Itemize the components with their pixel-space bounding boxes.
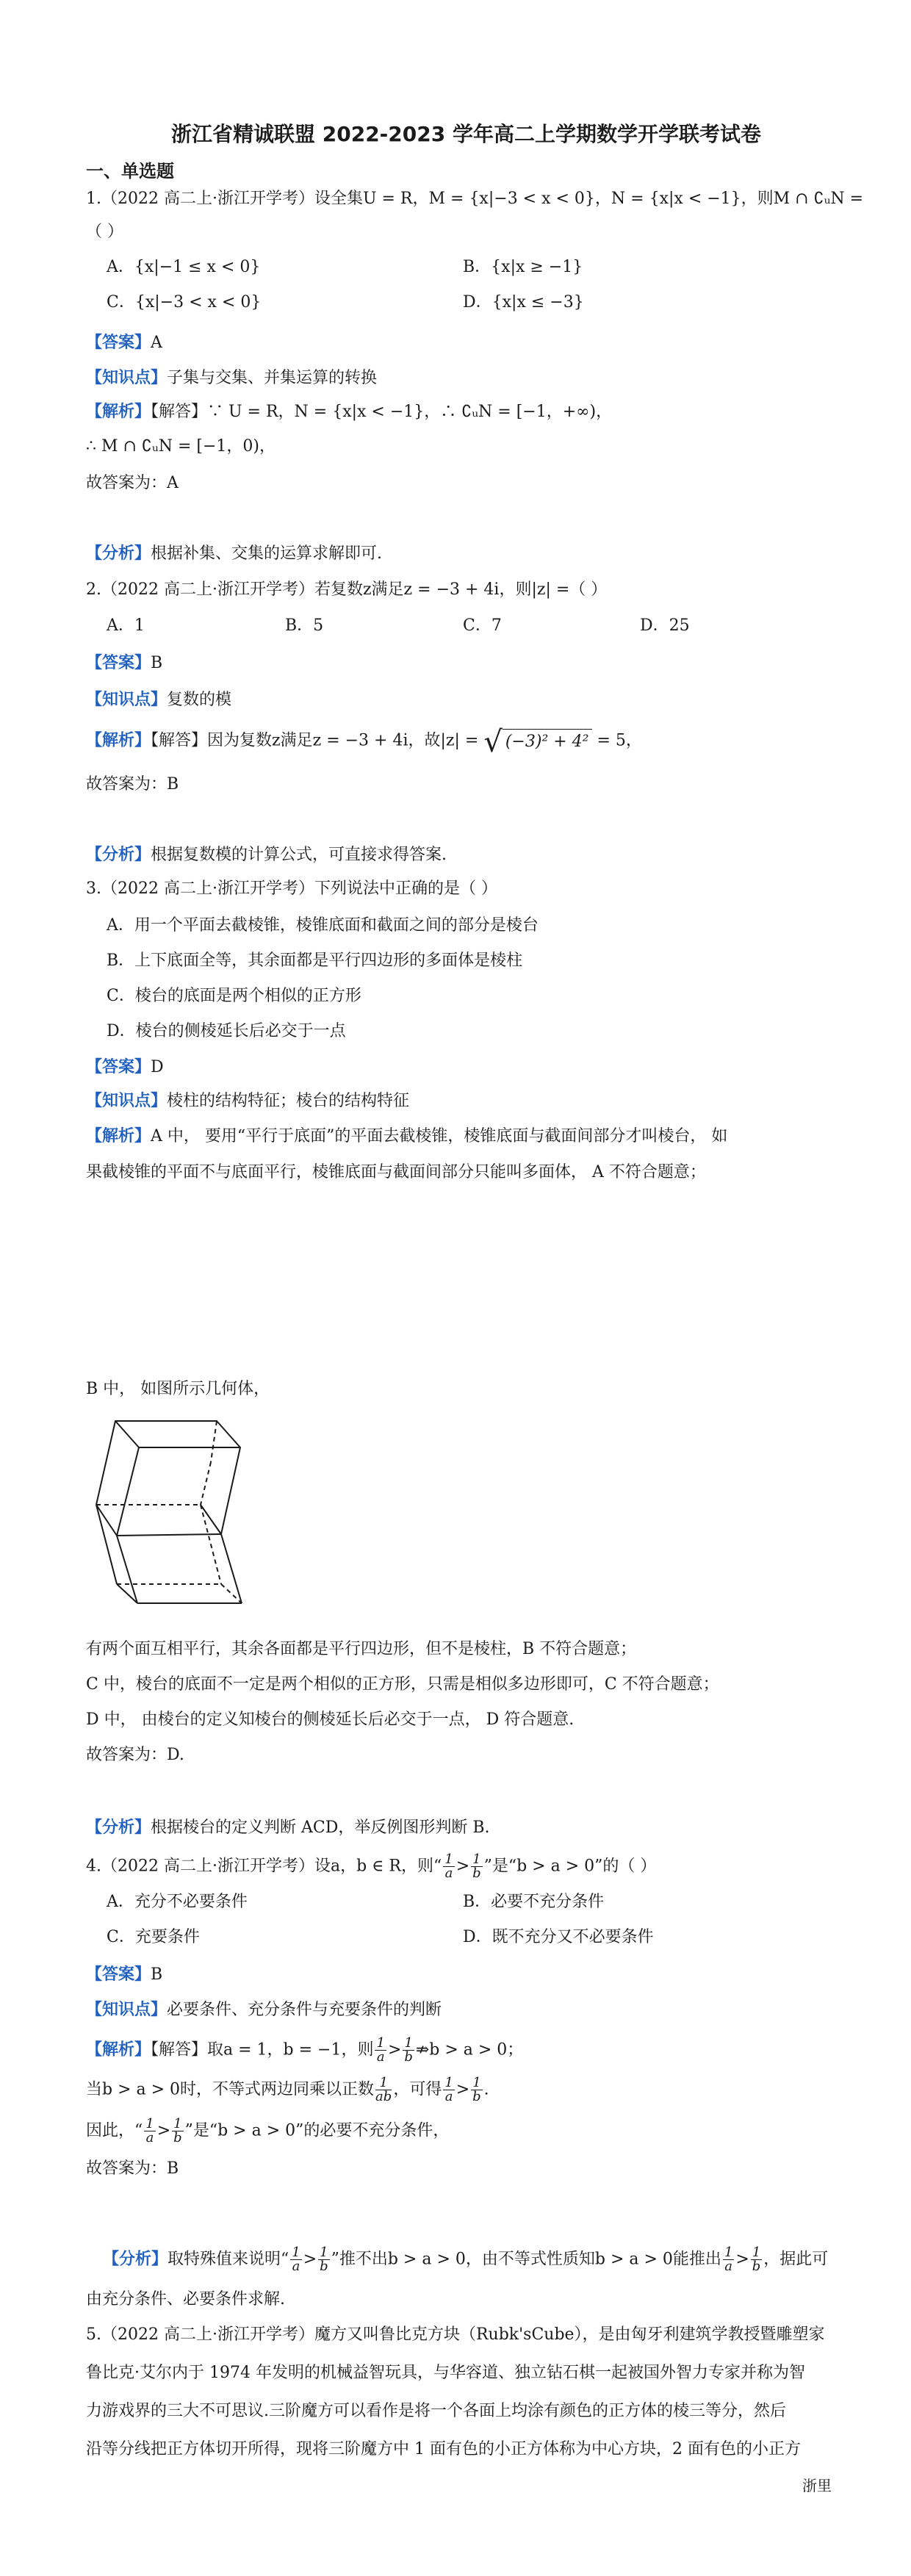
figure-edge	[221, 1447, 240, 1534]
solution-text: 因此，“	[86, 2121, 143, 2140]
fraction-1-over-b: $\frac{1}{b}$	[173, 2116, 182, 2145]
gt-sign: >	[387, 2040, 402, 2059]
gt-sign: >	[455, 2080, 470, 2099]
solution-line-2	[86, 2076, 489, 2104]
fraction-1-over-a: $\frac{1}{a}$	[145, 2116, 154, 2145]
answer-line	[86, 1963, 162, 1986]
figure-edge	[117, 1534, 221, 1536]
option-c: C．棱台的底面是两个相似的正方形	[107, 987, 361, 1005]
knowledge-text: 必要条件、充分条件与充要条件的判断	[167, 2001, 442, 2019]
option-c: C．7	[463, 616, 502, 635]
analysis-tag: 【解析】	[86, 730, 151, 750]
summary-line	[103, 2246, 828, 2273]
answer-tag: 【答案】	[86, 333, 151, 352]
knowledge-text: 棱柱的结构特征；棱台的结构特征	[167, 1092, 410, 1110]
summary-line	[86, 1816, 490, 1839]
summary-line	[86, 843, 447, 866]
fraction-1-over-a: $\frac{1}{a}$	[376, 2035, 385, 2065]
option-d: D．既不充分又不必要条件	[463, 1928, 654, 1946]
option-a: A．1	[107, 616, 145, 635]
fraction-1-over-b: $\frac{1}{b}$	[404, 2035, 413, 2065]
answer-value: A	[151, 334, 162, 352]
question-stem: 5.（2022 高二上·浙江开学考）魔方又叫鲁比克方块（Rubk'sCube），是由匈牙利建筑学教授暨雕塑家	[86, 2325, 825, 2344]
question-stem: 1.（2022 高二上·浙江开学考）设全集U = R，M = {x|−3 < x < 0}，N = {x|x < −1}，则M ∩ ∁ᵤN =	[86, 190, 864, 208]
answer-line	[86, 652, 162, 674]
solution-line	[86, 400, 612, 423]
fraction-1-over-a: $\frac{1}{a}$	[444, 2075, 453, 2104]
solution-line	[86, 2037, 523, 2064]
final-answer: 故答案为：A	[86, 474, 179, 492]
geometry-figure	[84, 1411, 261, 1609]
figure-edge	[96, 1505, 117, 1584]
solution-text: A 中， 要用“平行于底面”的平面去截棱锥，棱锥底面与截面间部分才叫棱台， 如	[151, 1127, 728, 1145]
figure-hidden-edge	[211, 1421, 217, 1462]
final-answer: 故答案为：B	[86, 2159, 179, 2178]
answer-tag: 【答案】	[86, 653, 151, 672]
summary-text: 取特殊值来说明“	[168, 2250, 289, 2269]
analysis-tag: 【解析】	[86, 402, 151, 421]
sqrt-radicand: (−3)² + 4²	[503, 729, 592, 753]
answer-tag: 【答案】	[86, 1057, 151, 1076]
page-title: 浙江省精诚联盟 2022-2023 学年高二上学期数学开学联考试卷	[171, 122, 761, 146]
option-d: D．25	[640, 616, 690, 635]
summary-tag: 【分析】	[86, 544, 151, 563]
summary-tag: 【分析】	[86, 1818, 151, 1837]
question-stem: 2.（2022 高二上·浙江开学考）若复数z满足z = −3 + 4i，则|z| =（ ）	[86, 580, 608, 599]
fraction-1-over-b: $\frac{1}{b}$	[752, 2245, 761, 2274]
figure-edge	[221, 1534, 242, 1603]
fraction-1-over-b: $\frac{1}{b}$	[472, 1852, 481, 1881]
summary-line-2: 由充分条件、必要条件求解.	[86, 2290, 285, 2309]
answer-tag: 【答案】	[86, 1965, 151, 1984]
option-b: B．必要不充分条件	[463, 1893, 605, 1911]
figure-edge	[96, 1421, 115, 1505]
question-stem	[86, 1853, 656, 1880]
solution-text-mid: ，可得	[393, 2080, 442, 2099]
answer-value: D	[151, 1058, 164, 1076]
solution-text-end: ”是“b > a > 0”的必要不充分条件，	[184, 2121, 450, 2140]
fraction-1-over-a: $\frac{1}{a}$	[444, 1852, 453, 1881]
fraction-1-over-ab: $\frac{1}{ab}$	[375, 2075, 392, 2104]
option-b: B．上下底面全等，其余面都是平行四边形的多面体是棱柱	[107, 951, 523, 970]
solution-line-3	[86, 2118, 449, 2145]
solution-line-b: B 中， 如图所示几何体，	[86, 1380, 270, 1398]
knowledge-text: 子集与交集、并集运算的转换	[167, 369, 378, 387]
solution-line-c: C 中，棱台的底面不一定是两个相似的正方形，只需是相似多边形即可，C 不符合题意；	[86, 1675, 719, 1694]
solution-line	[86, 1125, 727, 1148]
fraction-1-over-b: $\frac{1}{b}$	[472, 2075, 481, 2104]
gt-sign: >	[156, 2121, 171, 2140]
analysis-tag: 【解析】	[86, 1126, 151, 1145]
summary-text: 根据棱台的定义判断 ACD，举反例图形判断 B.	[151, 1818, 490, 1837]
section-heading: 一、单选题	[86, 161, 174, 181]
answer-line	[86, 1056, 164, 1079]
solution-text: 【解答】取a = 1，b = −1，则	[151, 2040, 374, 2059]
answer-value: B	[151, 1965, 163, 1984]
answer-value: B	[151, 654, 163, 672]
knowledge-line	[86, 1998, 442, 2021]
summary-text-end: ，据此可	[763, 2250, 829, 2269]
solution-text: 【解答】∵ U = R，N = {x|x < −1}，∴ ∁ᵤN = [−1，+∞)，	[151, 403, 613, 421]
solution-text: 【解答】因为复数z满足z = −3 + 4i，故|z| =	[151, 731, 479, 750]
knowledge-line	[86, 688, 231, 711]
option-c: C．{x|−3 < x < 0}	[107, 293, 262, 312]
figure-edge	[96, 1505, 117, 1536]
gt-sign: >	[735, 2250, 749, 2269]
solution-text-end: .	[483, 2080, 489, 2099]
option-a: A．充分不必要条件	[107, 1893, 248, 1911]
option-c: C．充要条件	[107, 1928, 200, 1946]
knowledge-tag: 【知识点】	[86, 690, 168, 709]
figure-hidden-edge	[201, 1462, 211, 1505]
option-a: A．{x|−1 ≤ x < 0}	[107, 258, 261, 276]
sqrt-expression: √ (−3)² + 4²	[483, 729, 591, 753]
option-b: B．{x|x ≥ −1}	[463, 258, 583, 276]
knowledge-tag: 【知识点】	[86, 1091, 168, 1110]
option-b: B．5	[285, 616, 324, 635]
solution-line-2: 果截棱锥的平面不与底面平行，棱锥底面与截面间部分只能叫多面体， A 不符合题意；	[86, 1163, 706, 1181]
stem-text-end: ”是“b > a > 0”的（ ）	[483, 1857, 657, 1876]
figure-edge	[201, 1505, 221, 1534]
solution-text-end: ⇏b > a > 0；	[415, 2040, 524, 2059]
fraction-1-over-a: $\frac{1}{a}$	[724, 2245, 733, 2274]
summary-tag: 【分析】	[103, 2249, 168, 2269]
fraction-1-over-b: $\frac{1}{b}$	[320, 2245, 328, 2274]
question-paren: （ ）	[86, 223, 123, 241]
solution-text: 当b > a > 0时，不等式两边同乘以正数	[86, 2080, 375, 2099]
figure-top-face	[115, 1421, 240, 1447]
summary-tag: 【分析】	[86, 845, 151, 864]
final-answer: 故答案为：B	[86, 775, 179, 794]
gt-sign: >	[455, 1857, 470, 1876]
solution-line	[86, 725, 642, 759]
summary-text-mid: ”推不出b > a > 0，由不等式性质知b > a > 0能推出	[331, 2250, 721, 2269]
fraction-1-over-a: $\frac{1}{a}$	[292, 2245, 300, 2274]
summary-text: 根据补集、交集的运算求解即可.	[151, 544, 383, 563]
knowledge-text: 复数的模	[167, 691, 232, 709]
question-stem-3: 力游戏界的三大不可思议.三阶魔方可以看作是将一个各面上均涂有颜色的正方体的棱三等分，然后	[86, 2402, 786, 2420]
solution-line-b2: 有两个面互相平行，其余各面都是平行四边形，但不是棱柱，B 不符合题意；	[86, 1640, 637, 1658]
knowledge-tag: 【知识点】	[86, 2000, 168, 2019]
option-a: A．用一个平面去截棱锥，棱锥底面和截面之间的部分是棱台	[107, 916, 539, 935]
solution-result: = 5，	[597, 731, 642, 750]
page-footer: 浙里	[802, 2477, 832, 2494]
solution-line-d: D 中， 由棱台的定义知棱台的侧棱延长后必交于一点， D 符合题意.	[86, 1710, 575, 1729]
answer-line	[86, 331, 162, 354]
figure-edge	[117, 1447, 139, 1536]
final-answer: 故答案为：D.	[86, 1746, 184, 1764]
option-d: D．{x|x ≤ −3}	[463, 293, 584, 312]
question-stem-4: 沿等分线把正方体切开所得，现将三阶魔方中 1 面有色的小正方体称为中心方块，2 面有色的小正方	[86, 2440, 801, 2458]
knowledge-line	[86, 1090, 409, 1112]
stem-text: 4.（2022 高二上·浙江开学考）设a，b ∈ R，则“	[86, 1857, 442, 1876]
summary-line	[86, 542, 382, 565]
knowledge-line	[86, 367, 377, 389]
summary-text: 根据复数模的计算公式，可直接求得答案.	[151, 846, 447, 864]
option-d: D．棱台的侧棱延长后必交于一点	[107, 1022, 346, 1040]
gt-sign: >	[303, 2250, 317, 2269]
solution-line-2: ∴ M ∩ ∁ᵤN = [−1，0)，	[86, 437, 276, 456]
knowledge-tag: 【知识点】	[86, 368, 168, 387]
analysis-tag: 【解析】	[86, 2040, 151, 2059]
question-stem: 3.（2022 高二上·浙江开学考）下列说法中正确的是（ ）	[86, 879, 497, 898]
question-stem-2: 鲁比克·艾尔内于 1974 年发明的机械益智玩具，与华容道、独立钻石棋一起被国外智力专家并称为智	[86, 2364, 805, 2382]
figure-hidden-edge	[201, 1505, 221, 1584]
